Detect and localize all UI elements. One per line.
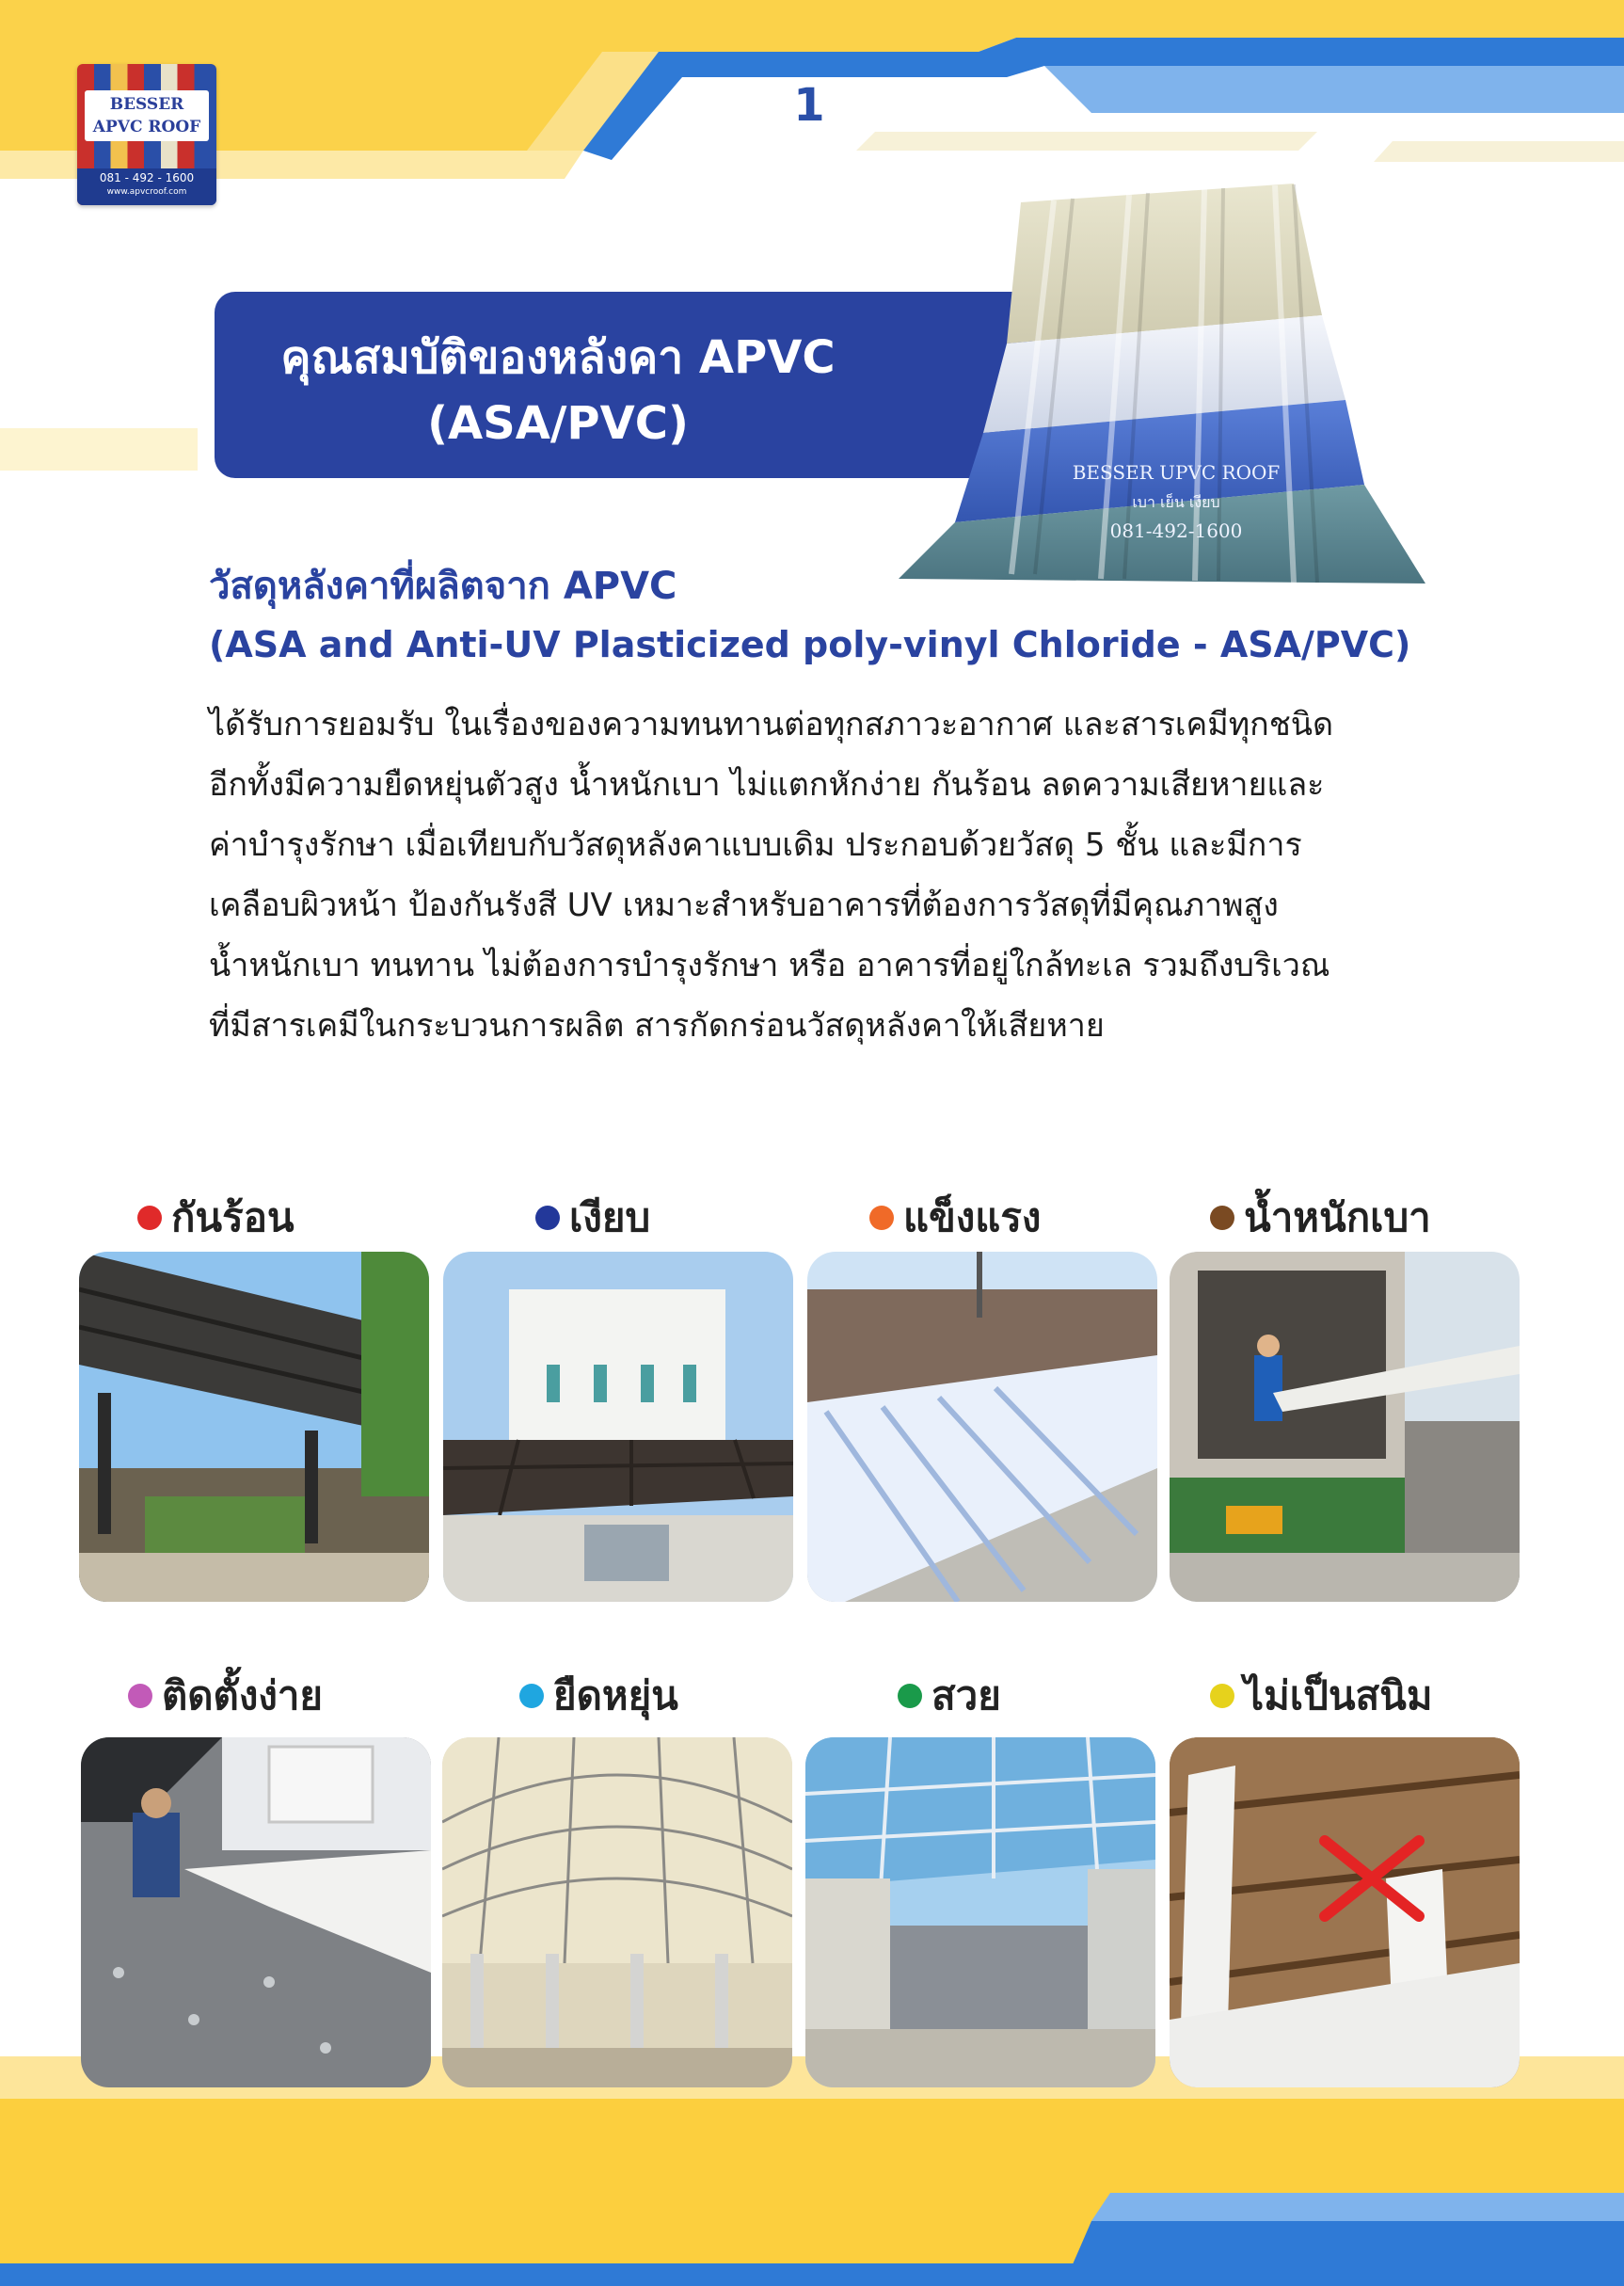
bullet-dot-icon bbox=[1210, 1684, 1234, 1708]
warehouse-roof-photo bbox=[442, 1737, 792, 2087]
logo-website: www.apvcroof.com bbox=[106, 187, 187, 197]
body-line: น้ำหนักเบา ทนทาน ไม่ต้องการบำรุงรักษา หรือ อาคารที่อยู่ใกล้ทะเล รวมถึงบริเวณ bbox=[209, 947, 1330, 984]
feature-label-quiet bbox=[535, 1190, 650, 1246]
roof-sheets-stack-photo bbox=[807, 1252, 1157, 1602]
feature-text: น้ำหนักเบา bbox=[1244, 1194, 1431, 1240]
blue-canopy-photo bbox=[805, 1737, 1155, 2087]
carport-roof-photo bbox=[79, 1252, 429, 1602]
bullet-dot-icon bbox=[535, 1206, 560, 1230]
bullet-dot-icon bbox=[1210, 1206, 1234, 1230]
title-line1: คุณสมบัติของหลังคา APVC bbox=[280, 331, 836, 384]
building-canopy-photo bbox=[443, 1252, 793, 1602]
logo-line2: APVC ROOF bbox=[92, 118, 201, 136]
feature-label-no-rust bbox=[1210, 1668, 1433, 1724]
section-heading: วัสดุหลังคาที่ผลิตจาก APVC bbox=[209, 565, 677, 608]
logo-contact bbox=[77, 168, 216, 205]
bullet-dot-icon bbox=[137, 1206, 162, 1230]
worker-installing-photo bbox=[81, 1737, 431, 2087]
section-body bbox=[209, 695, 1526, 1056]
body-line: อีกทั้งมีความยืดหยุ่นตัวสูง น้ำหนักเบา ไม่แตกหักง่าย กันร้อน ลดความเสียหายและ bbox=[209, 766, 1325, 804]
body-line: ที่มีสารเคมีในกระบวนการผลิต สารกัดกร่อนวัสดุหลังคาให้เสียหาย bbox=[209, 1007, 1105, 1045]
logo-text-panel bbox=[85, 90, 209, 141]
company-logo bbox=[77, 64, 216, 205]
feature-text: ไม่เป็นสนิม bbox=[1244, 1672, 1433, 1718]
section-subheading: (ASA and Anti-UV Plasticized poly-vinyl Chloride - ASA/PVC) bbox=[209, 624, 1411, 665]
bullet-dot-icon bbox=[898, 1684, 922, 1708]
body-line: ค่าบำรุงรักษา เมื่อเทียบกับวัสดุหลังคาแบบเดิม ประกอบด้วยวัสดุ 5 ชั้น และมีการ bbox=[209, 826, 1302, 864]
feature-label-easy-install bbox=[128, 1668, 323, 1724]
rusted-roof-photo bbox=[1170, 1737, 1520, 2087]
logo-line1: BESSER bbox=[109, 95, 184, 114]
roof-phone-text: 081-492-1600 bbox=[1109, 520, 1243, 542]
feature-text: ยืดหยุ่น bbox=[553, 1672, 678, 1718]
roof-brand-text: BESSER UPVC ROOF bbox=[1072, 461, 1281, 484]
feature-label-light bbox=[1210, 1190, 1431, 1246]
feature-text: กันร้อน bbox=[171, 1194, 295, 1240]
page-title bbox=[215, 325, 901, 456]
bullet-dot-icon bbox=[869, 1206, 894, 1230]
bullet-dot-icon bbox=[128, 1684, 152, 1708]
feature-text: เงียบ bbox=[569, 1194, 651, 1240]
logo-phone: 081 - 492 - 1600 bbox=[99, 171, 195, 184]
feature-text: ติดตั้งง่าย bbox=[162, 1672, 324, 1718]
feature-label-flexible bbox=[519, 1668, 678, 1724]
body-line: ได้รับการยอมรับ ในเรื่องของความทนทานต่อทุกสภาวะอากาศ และสารเคมีทุกชนิด bbox=[209, 706, 1334, 743]
body-line: เคลือบผิวหน้า ป้องกันรังสี UV เหมาะสำหรับอาคารที่ต้องการวัสดุที่มีคุณภาพสูง bbox=[209, 887, 1279, 924]
roof-tagline-text: เบา เย็น เงียบ bbox=[1132, 493, 1220, 511]
feature-label-strong bbox=[869, 1190, 1041, 1246]
feature-label-heat bbox=[137, 1190, 295, 1246]
page-number: 1 bbox=[793, 79, 825, 132]
truck-unloading-photo bbox=[1170, 1252, 1520, 1602]
feature-text: แข็งแรง bbox=[903, 1194, 1042, 1240]
title-line2: (ASA/PVC) bbox=[427, 397, 689, 450]
feature-text: สวย bbox=[931, 1672, 1001, 1718]
feature-label-beautiful bbox=[898, 1668, 1001, 1724]
bullet-dot-icon bbox=[519, 1684, 544, 1708]
